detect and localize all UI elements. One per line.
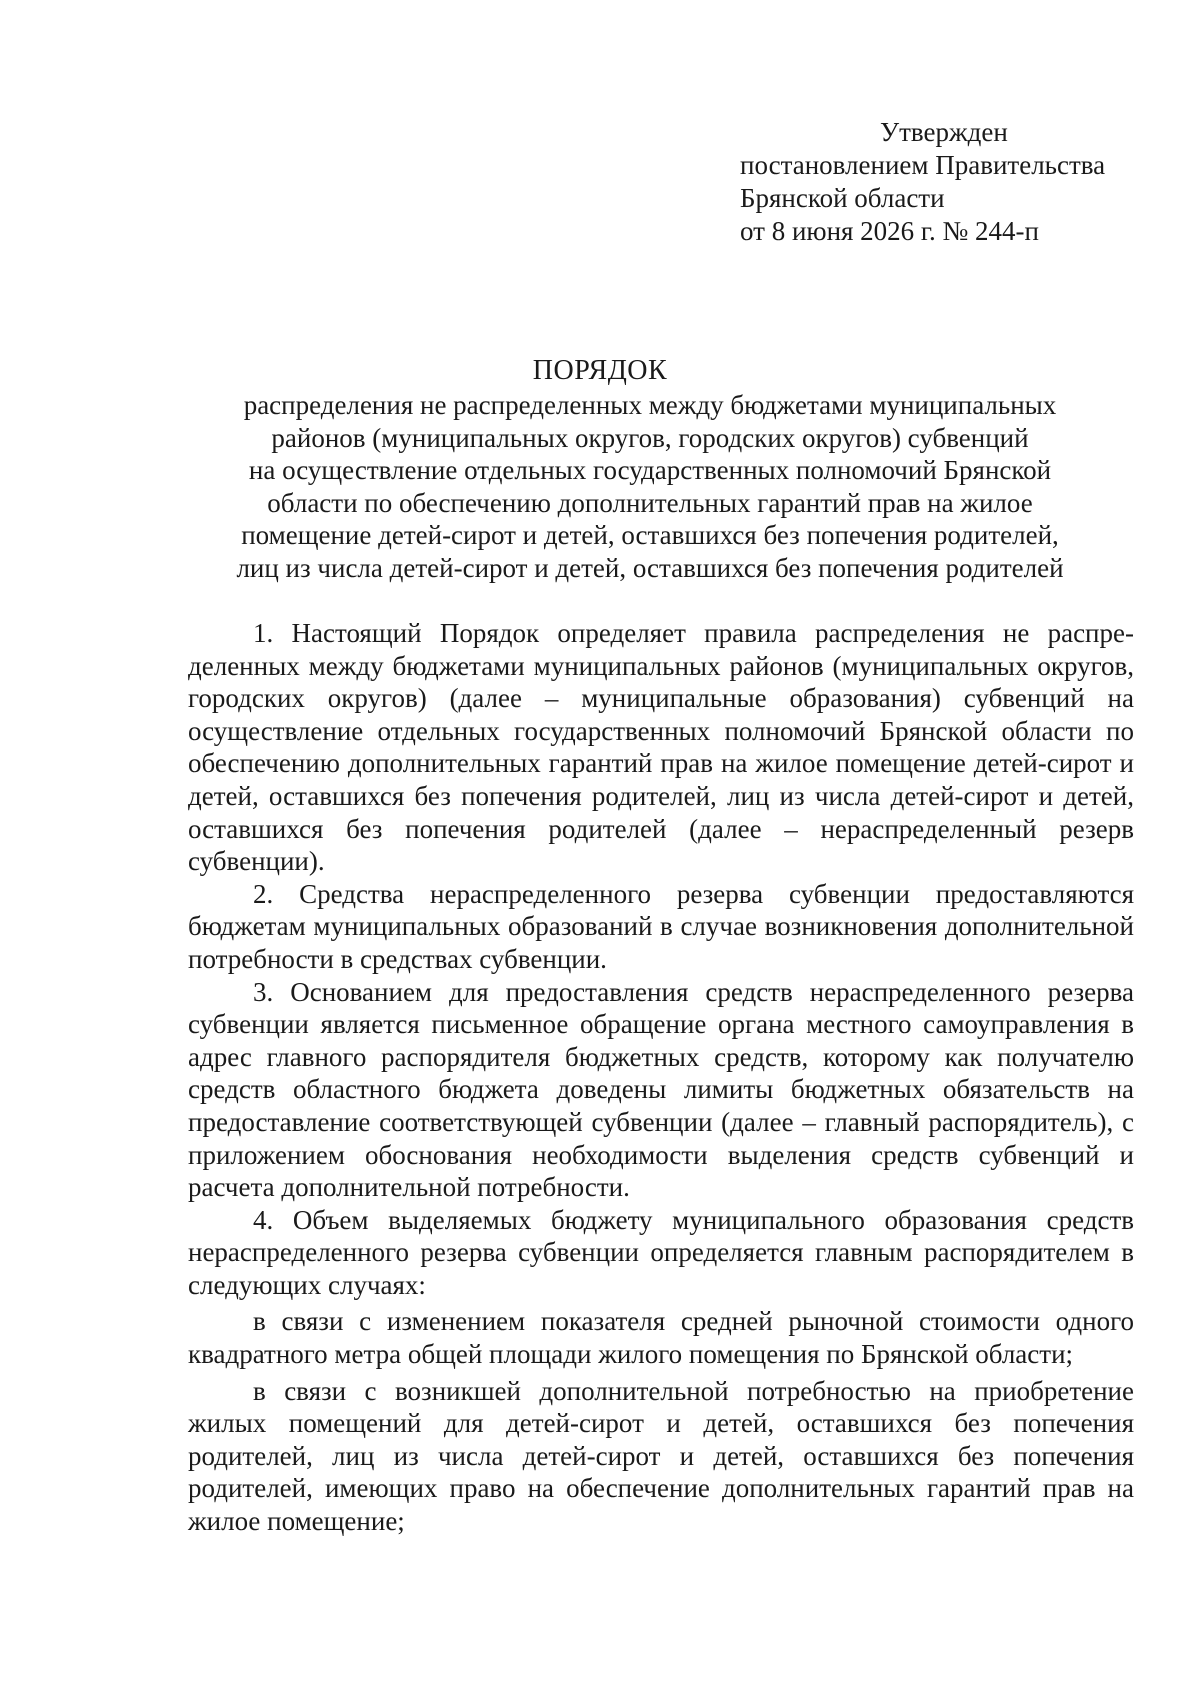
approval-line-date-number: от 8 июня 2026 г. № 244-п <box>740 216 1039 246</box>
paragraph-1: 1. Настоящий Порядок определяет правила распределения не распределенных между бюджетами муниципальных районов (муниципальных округов, городских округов) (далее – муниципальные образования) субвенций на осуществление отдельных государственных полномочий Брянской области по обеспечению дополнительных гарантий прав на жилое помещение детей-сирот и детей, оставшихся без попечения родителей, лиц из числа детей-сирот и детей, оставшихся без попечения родителей (далее – нераспределенный резерв субвенции). <box>188 618 1134 877</box>
approval-line-region: Брянской области <box>740 183 945 213</box>
paragraph-4-case-2: в связи с возникшей дополнительной потребностью на приобретение жилых помещений для детей-сирот и детей, оставшихся без попечения родителей, лиц из числа детей-сирот и детей, оставшихся без попечения родителей, имеющих право на обеспечение дополнительных гарантий прав на жилое помещение; <box>188 1375 1134 1537</box>
subtitle-line: лиц из числа детей-сирот и детей, оставшихся без попечения родителей <box>236 552 1064 583</box>
subtitle-line: области по обеспечению дополнительных гарантий прав на жилое <box>267 487 1033 518</box>
subtitle-line: районов (муниципальных округов, городских округов) субвенций <box>271 422 1029 453</box>
approval-block <box>740 116 1105 248</box>
approval-line-resolution: постановлением Правительства <box>740 150 1106 180</box>
approval-line-approved: Утвержден <box>880 117 1008 147</box>
paragraph-2: 2. Средства нераспределенного резерва субвенции предоставляются бюджетам муниципальных образований в случае возникновения дополнительной потребности в средствах субвенции. <box>188 878 1134 974</box>
paragraph-4: 4. Объем выделяемых бюджету муниципального образования средств нераспределенного резерва субвенции определяется главным распорядителем в следующих случаях: <box>188 1204 1134 1300</box>
paragraph-4-case-1: в связи с изменением показателя средней рыночной стоимости одного квадратного метра общей площади жилого помещения по Брянской области; <box>188 1306 1134 1370</box>
subtitle-line: на осуществление отдельных государственных полномочий Брянской <box>248 455 1052 485</box>
document-title: ПОРЯДОК <box>532 355 668 386</box>
document-body <box>188 617 1134 1538</box>
subtitle-line: распределения не распределенных между бюджетами муниципальных <box>243 390 1057 420</box>
paragraph-3: 3. Основанием для предоставления средств нераспределенного резерва субвенции является письменное обращение органа местного самоуправления в адрес главного распорядителя бюджетных средств, которому как получателю средств областного бюджета доведены лимиты бюджетных обязательств на предоставление соответствующей субвенции (далее – главный распорядитель), с приложением обоснования необходимости выделения средств субвенций и расчета дополнительной потребности. <box>188 976 1134 1203</box>
document-subtitle <box>200 389 1100 584</box>
subtitle-line: помещение детей-сирот и детей, оставшихся без попечения родителей, <box>241 520 1059 550</box>
